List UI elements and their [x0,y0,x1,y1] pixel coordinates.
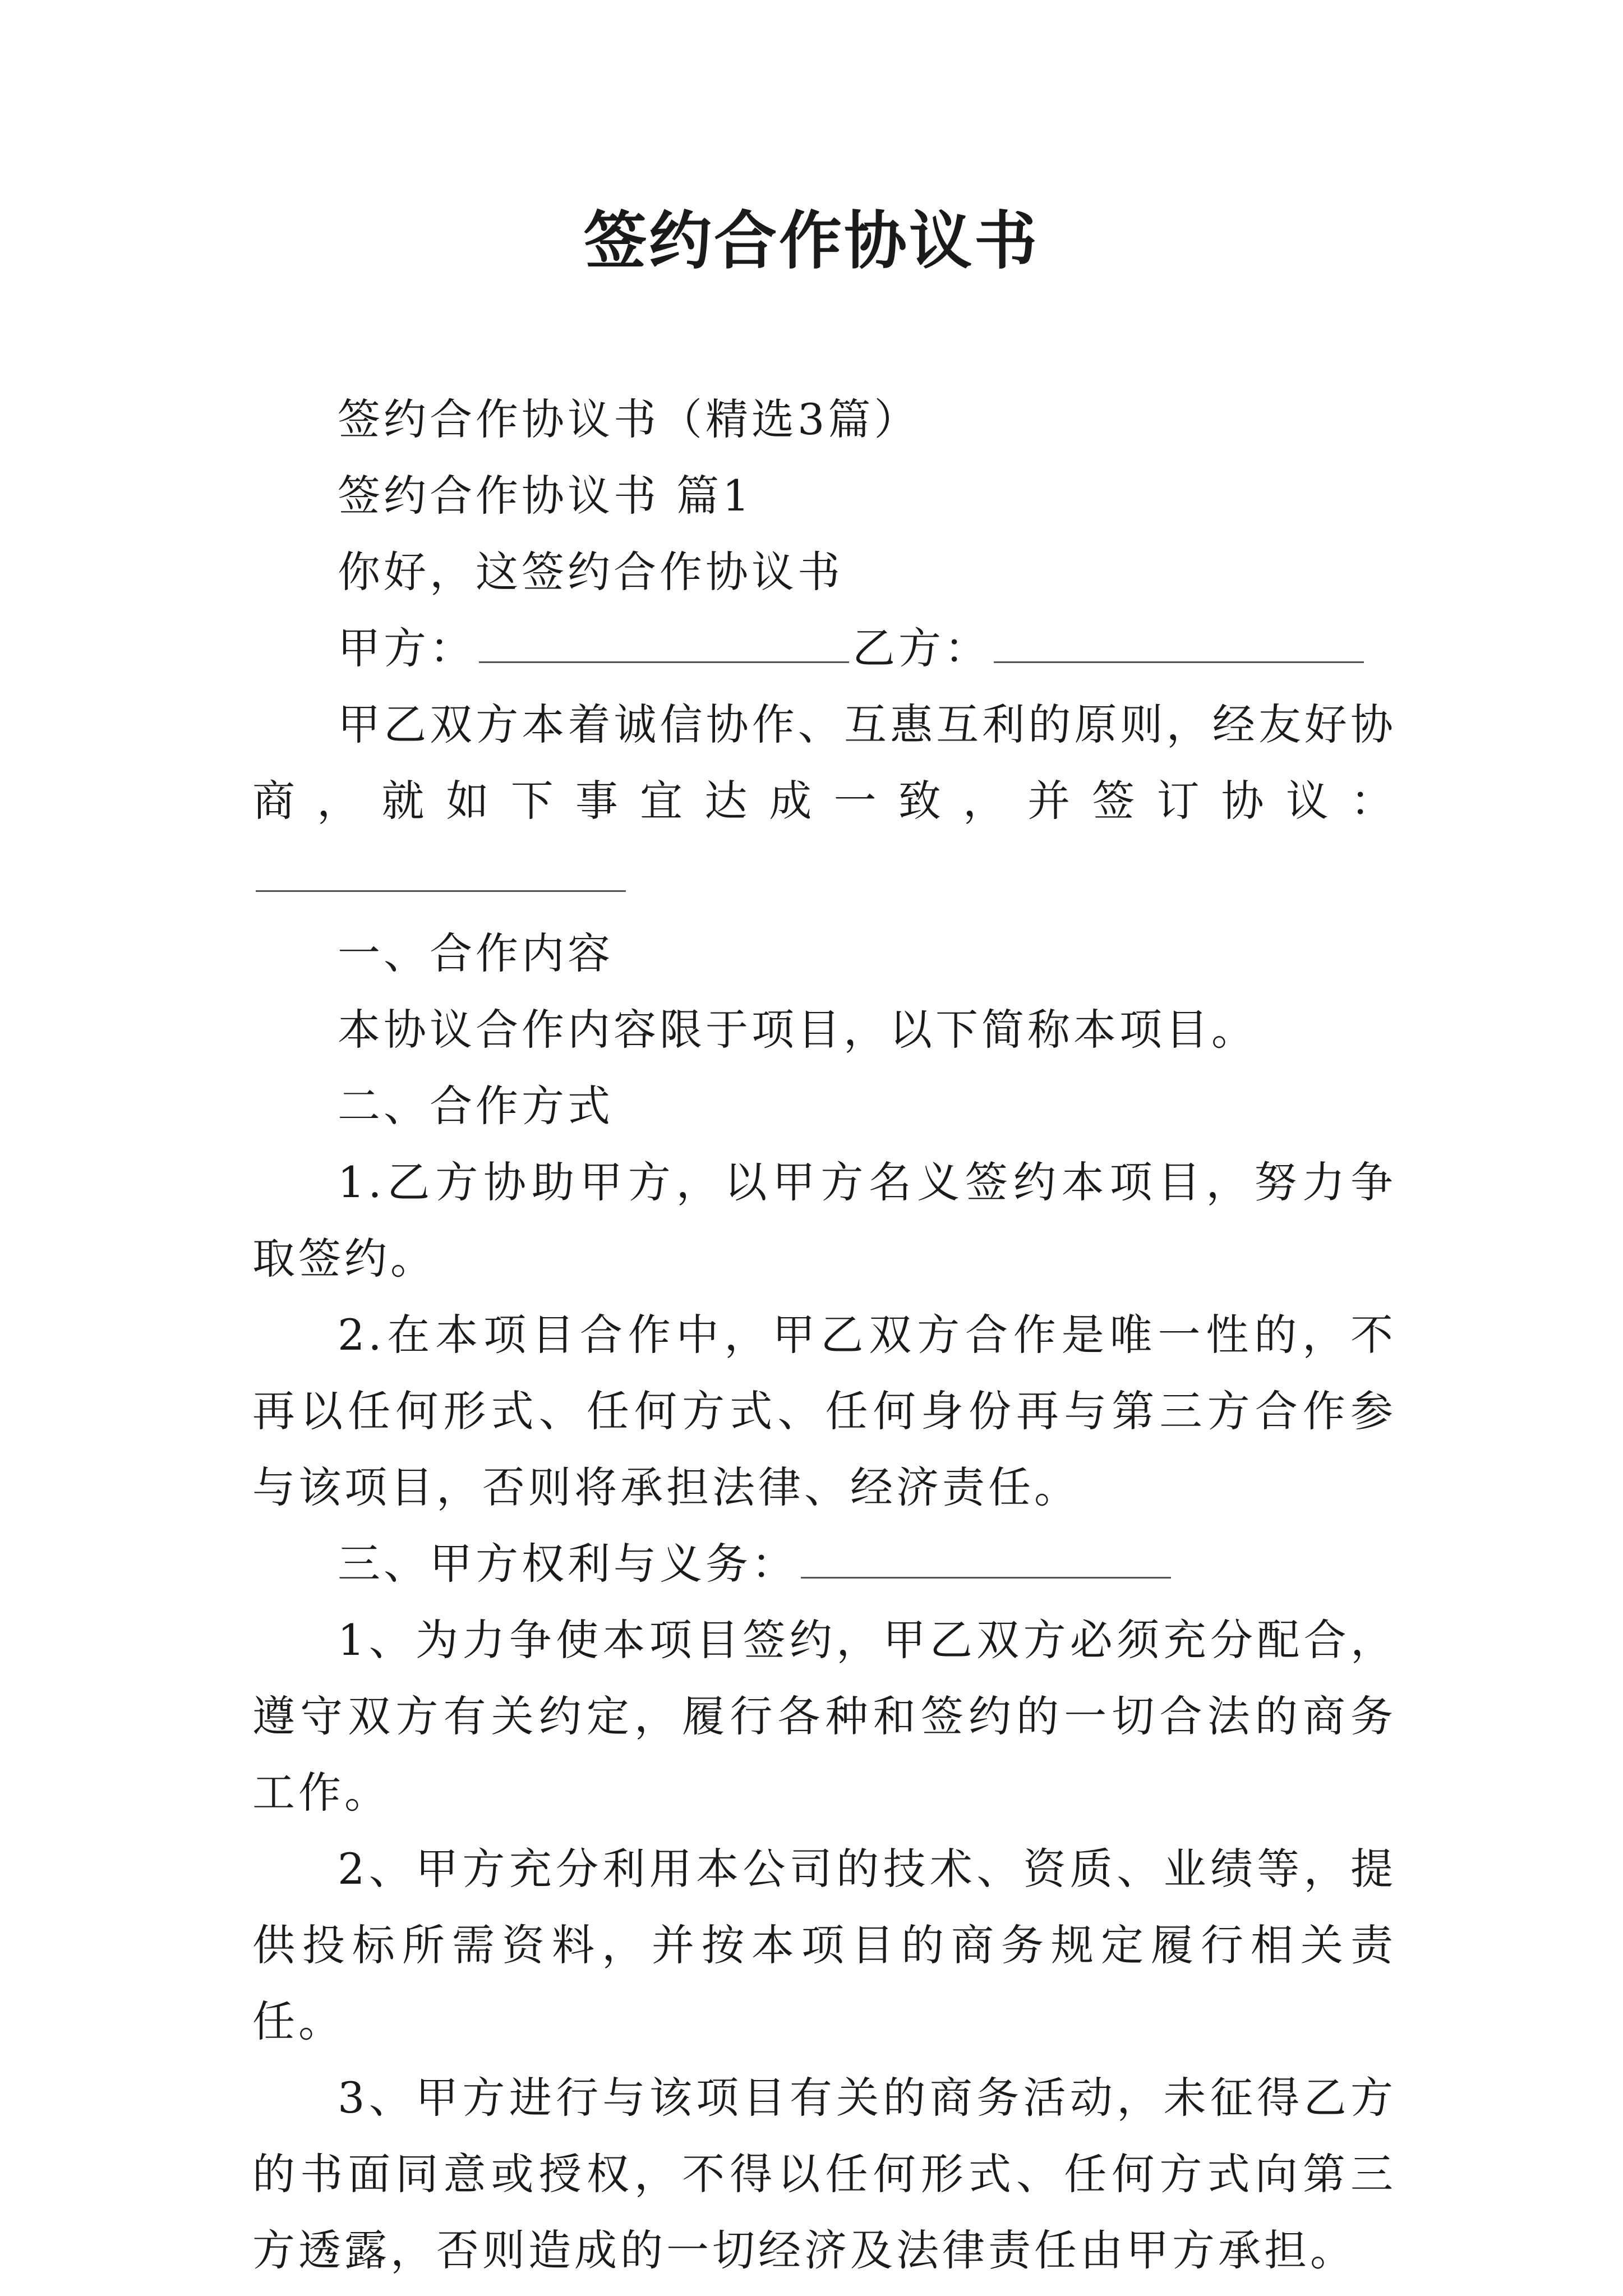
paragraph-rights-item-2: 2、甲方充分利用本公司的技术、资质、业绩等，提供投标所需资料，并按本项目的商务规定履行相关责任。 [252,1844,1396,2046]
preamble-text: 甲乙双方本着诚信协作、互惠互利的原则，经友好协商，就如下事宜达成一致，并签订协议： [252,700,1396,826]
party-b-label: 乙方： [852,623,990,673]
paragraph-method-item-2: 2.在本项目合作中，甲乙双方合作是唯一性的，不再以任何形式、任何方式、任何身份再与第三方合作参与该项目，否则将承担法律、经济责任。 [252,1310,1396,1512]
section-heading-party-a-rights [252,1526,1396,1602]
paragraph-heading-collection: 签约合作协议书（精选3篇） [338,394,920,444]
party-a-rights-heading-text: 三、甲方权利与义务： [338,1539,797,1589]
document-title: 签约合作协议书 [584,204,1039,278]
section-heading-cooperation-content: 一、合作内容 [338,928,614,978]
document-body [252,381,1396,2289]
party-a-rights-blank-line [801,1543,1171,1579]
party-b-blank-line [994,628,1364,663]
paragraph-heading-part1: 签约合作协议书 篇1 [338,471,753,521]
paragraph-preamble [252,687,1396,915]
party-a-label: 甲方： [338,623,476,673]
paragraph-parties [252,610,1396,687]
section-heading-cooperation-method: 二、合作方式 [338,1081,614,1131]
party-a-blank-line [479,628,849,663]
preamble-blank-line [256,857,626,892]
paragraph-cooperation-content: 本协议合作内容限于项目，以下简称本项目。 [338,1005,1257,1055]
paragraph-rights-item-1: 1、为力争使本项目签约，甲乙双方必须充分配合，遵守双方有关约定，履行各种和签约的一切合法的商务工作。 [252,1615,1396,1818]
paragraph-rights-item-3: 3、甲方进行与该项目有关的商务活动，未征得乙方的书面同意或授权，不得以任何形式、任何方式向第三方透露，否则造成的一切经济及法律责任由甲方承担。 [252,2073,1396,2275]
paragraph-greeting: 你好，这签约合作协议书 [338,547,843,597]
paragraph-method-item-1: 1.乙方协助甲方，以甲方名义签约本项目，努力争取签约。 [252,1157,1396,1283]
